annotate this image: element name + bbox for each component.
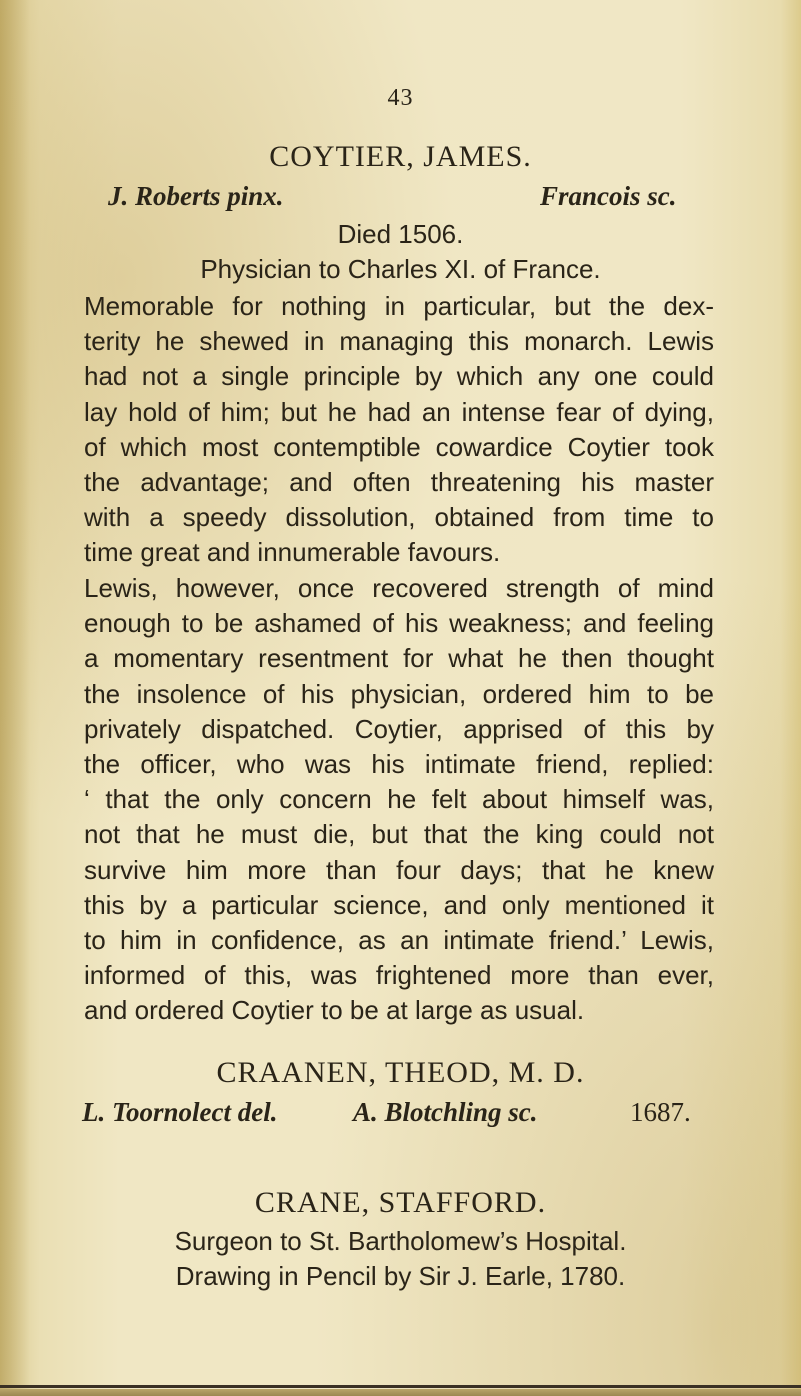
death-date: Died 1506. (337, 219, 464, 249)
role-description: Physician to Charles XI. of France. (200, 254, 601, 284)
biography-paragraph-2 (84, 571, 714, 1028)
role-description: Surgeon to St. Bartholomew’s Hospital. (174, 1226, 627, 1256)
text-line: the officer, who was his intimate friend, replied: (84, 748, 714, 779)
drawing-credit: Drawing in Pencil by Sir J. Earle, 1780. (175, 1261, 626, 1291)
text-line: the insolence of his physician, ordered him to be (84, 678, 714, 709)
text-line: not that he must die, but that the king could not (84, 819, 714, 850)
text-line: privately dispatched. Coytier, apprised of this by (84, 713, 714, 744)
text-line: with a speedy dissolution, obtained from time to (84, 502, 714, 533)
text-line: lay hold of him; but he had an intense fear of dying, (84, 396, 714, 427)
text-line: the advantage; and often threatening his master (84, 466, 714, 497)
text-line: and ordered Coytier to be at large as usual. (84, 995, 585, 1026)
engraver-credit: Francois sc. (540, 181, 677, 211)
text-line: a momentary resentment for what he then thought (84, 643, 714, 674)
bottom-divider (0, 1385, 801, 1388)
text-line: survive him more than four days; that he knew (84, 854, 714, 885)
text-line: terity he shewed in managing this monarch. Lewis (84, 326, 714, 357)
text-line: time great and innumerable favours. (84, 537, 501, 568)
engraving-year: 1687. (630, 1097, 691, 1127)
text-line: ‘ that the only concern he felt about himself was, (84, 784, 714, 815)
entry-heading-craanen: CRAANEN, THEOD, M. D. (216, 1056, 585, 1089)
text-line: this by a particular science, and only mentioned it (84, 889, 714, 920)
text-line: Lewis, however, once recovered strength of mind (84, 573, 714, 603)
engraver-credit: A. Blotchling sc. (353, 1097, 538, 1127)
entry-heading-coytier: COYTIER, JAMES. (269, 140, 532, 173)
artist-credit: L. Toornolect del. (82, 1097, 278, 1127)
entry-heading-crane: CRANE, STAFFORD. (254, 1186, 547, 1219)
text-line: Memorable for nothing in particular, but the dex- (84, 291, 714, 321)
text-line: informed of this, was frightened more than ever, (84, 960, 714, 991)
text-line: enough to be ashamed of his weakness; and feeling (84, 608, 714, 639)
page-number: 43 (387, 85, 414, 111)
page-edge (0, 1389, 801, 1396)
artist-credit: J. Roberts pinx. (108, 181, 284, 211)
text-line: of which most contemptible cowardice Coytier took (84, 431, 714, 462)
text-line: had not a single principle by which any one could (84, 361, 714, 392)
biography-paragraph-1 (84, 289, 714, 571)
text-line: to him in confidence, as an intimate friend.’ Lewis, (84, 924, 714, 955)
